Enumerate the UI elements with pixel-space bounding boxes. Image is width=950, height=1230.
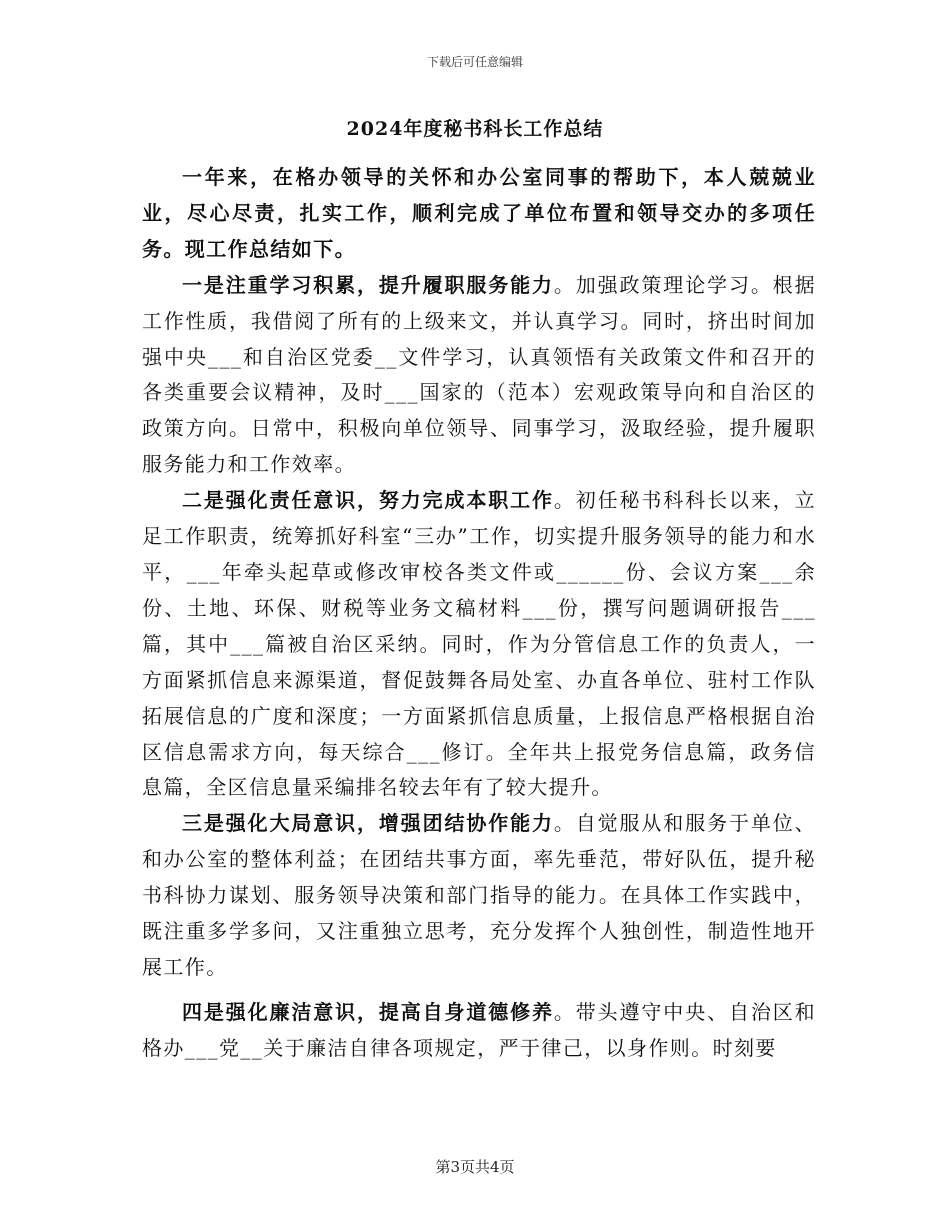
section-paragraph-4 — [142, 995, 816, 1067]
section-text-4: 。带头遵守中央、自治区和格办___党__关于廉洁自律各项规定，严于律己，以身作则。时刻要 — [142, 999, 816, 1060]
section-lead-1: 一是注重学习积累，提升履职服务能力 — [182, 272, 554, 297]
document-body — [142, 160, 816, 1067]
section-text-3: 。自觉服从和服务于单位、和办公室的整体利益；在团结共事方面，率先垂范，带好队伍，提升秘书科协力谋划、服务领导决策和部门指导的能力。在具体工作实践中，既注重多学多问，又注重独立思考，充分发挥个人独创性，制造性地开展工作。 — [142, 811, 816, 979]
document-title: 2024年度秘书科长工作总结 — [346, 118, 604, 140]
section-lead-3: 三是强化大局意识，增强团结协作能力 — [182, 811, 554, 836]
section-paragraph-3 — [142, 806, 816, 986]
section-text-1: 。加强政策理论学习。根据工作性质，我借阅了所有的上级来文，并认真学习。同时，挤出时间加强中央___和自治区党委__文件学习，认真领悟有关政策文件和召开的各类重要会议精神，及时___国家的（范本）宏观政策导向和自治区的政策方向。日常中，积极向单位领导、同事学习，汲取经验，提升履职服务能力和工作效率。 — [142, 272, 816, 477]
section-lead-4: 四是强化廉洁意识，提高自身道德修养 — [182, 999, 554, 1024]
section-paragraph-1 — [142, 268, 816, 483]
section-text-2: 。初任秘书科科长以来，立足工作职责，统筹抓好科室“三办”工作，切实提升服务领导的能力和水平，___年牵头起草或修改审校各类文件或______份、会议方案___余份、土地、环保、财税等业务文稿材料___份，撰写问题调研报告___篇，其中___篇被自治区采纳。同时，作为分管信息工作的负责人，一方面紧抓信息来源渠道，督促鼓舞各局处室、办直各单位、驻村工作队拓展信息的广度和深度；一方面紧抓信息质量，上报信息严格根据自治区信息需求方向，每天综合___修订。全年共上报党务信息篇，政务信息篇，全区信息量采编排名较去年有了较大提升。 — [142, 488, 816, 800]
page-footer: 第3页共4页 — [435, 1158, 515, 1176]
section-lead-2: 二是强化责任意识，努力完成本职工作 — [182, 488, 554, 513]
intro-paragraph: 一年来，在格办领导的关怀和办公室同事的帮助下，本人兢兢业业，尽心尽责，扎实工作，顺利完成了单位布置和领导交办的多项任务。现工作总结如下。 — [142, 165, 816, 261]
section-paragraph-2 — [142, 483, 816, 806]
header-note: 下载后可任意编辑 — [426, 55, 523, 69]
